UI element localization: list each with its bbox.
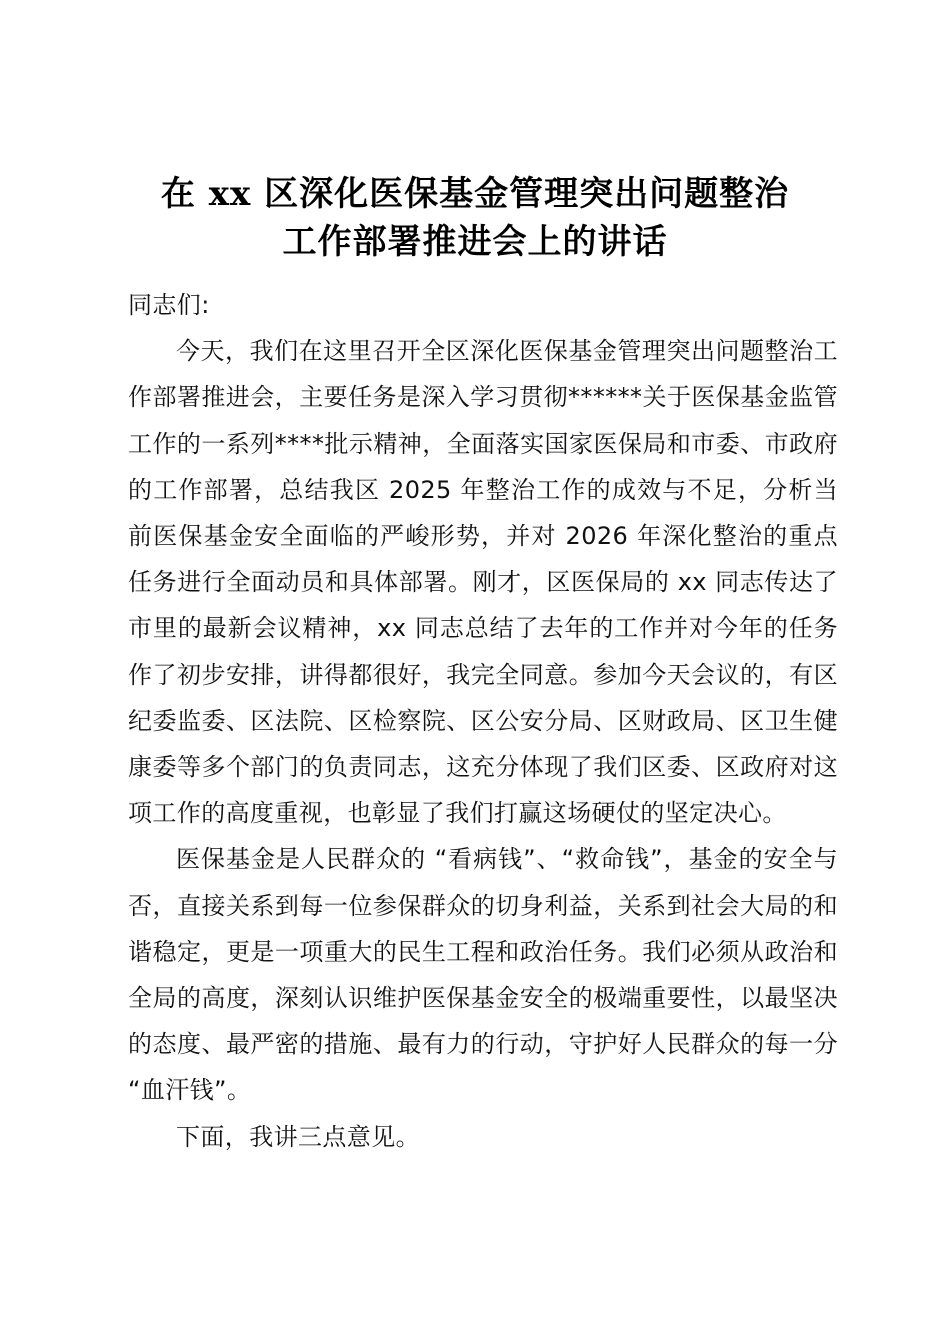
- paragraph-2: 医保基金是人民群众的 “看病钱”、“救命钱”，基金的安全与否，直接关系到每一位参保群众的切身利益，关系到社会大局的和谐稳定，更是一项重大的民生工程和政治任务。我们必须从政治和全局的高度，深刻认识维护医保基金安全的极端重要性，以最坚决的态度、最严密的措施、最有力的行动，守护好人民群众的每一分 “血汗钱”。: [128, 845, 838, 1105]
- document-body: [128, 282, 838, 1160]
- document-title-line-1: 在 xx 区深化医保基金管理突出问题整治: [160, 174, 790, 214]
- document-title-line-2: 工作部署推进会上的讲话: [282, 222, 668, 262]
- salutation: 同志们:: [128, 291, 210, 319]
- paragraph-3: 下面，我讲三点意见。: [176, 1122, 420, 1151]
- paragraph-1: 今天，我们在这里召开全区深化医保基金管理突出问题整治工作部署推进会，主要任务是深入学习贯彻******关于医保基金监管工作的一系列****批示精神，全面落实国家医保局和市委、市政府的工作部署，总结我区 2025 年整治工作的成效与不足，分析当前医保基金安全面临的严峻形势，并对 2026 年深化整治的重点任务进行全面动员和具体部署。刚才，区医保局的 xx 同志传达了市里的最新会议精神，xx 同志总结了去年的工作并对今年的任务作了初步安排，讲得都很好，我完全同意。参加今天会议的，有区纪委监委、区法院、区检察院、区公安分局、区财政局、区卫生健康委等多个部门的负责同志，这充分体现了我们区委、区政府对这项工作的高度重视，也彰显了我们打赢这场硬仗的坚定决心。: [128, 337, 838, 828]
